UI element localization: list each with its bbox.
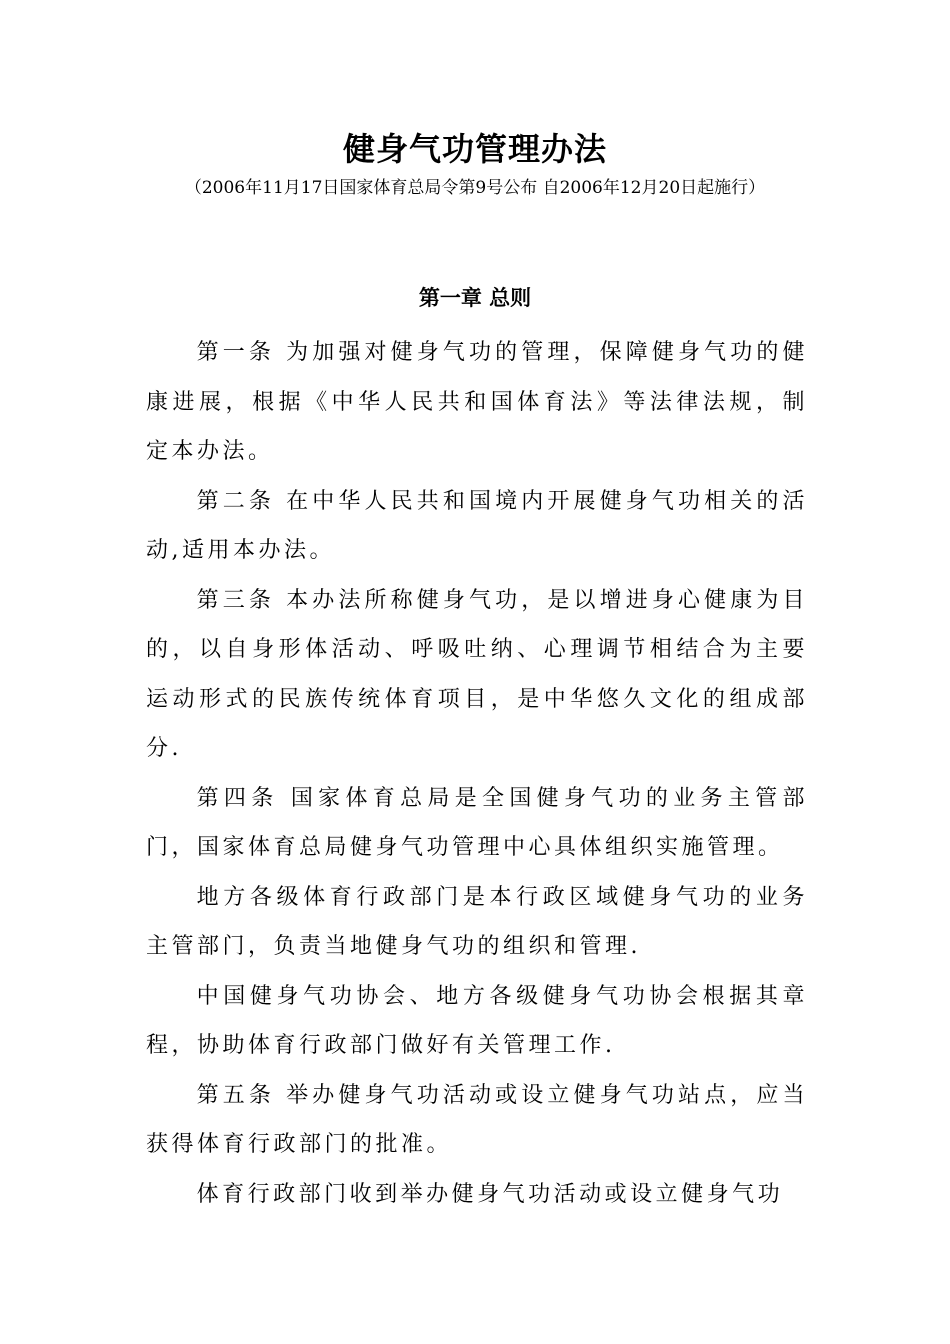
article-4-association-paragraph: 中国健身气功协会、地方各级健身气功协会根据其章程，协助体育行政部门做好有关管理工作. bbox=[146, 983, 808, 1058]
article-1-paragraph: 第一条 为加强对健身气功的管理，保障健身气功的健康进展，根据《中华人民共和国体育法》等法律法规，制定本办法。 bbox=[146, 340, 808, 464]
document-title: 健身气功管理办法 bbox=[342, 130, 607, 168]
article-2-paragraph: 第二条 在中华人民共和国境内开展健身气功相关的活动,适用本办法。 bbox=[146, 488, 808, 563]
document-body bbox=[146, 328, 808, 1219]
article-5-paragraph: 第五条 举办健身气功活动或设立健身气功站点，应当获得体育行政部门的批准。 bbox=[146, 1082, 808, 1157]
article-4-local-paragraph: 地方各级体育行政部门是本行政区域健身气功的业务主管部门，负责当地健身气功的组织和管理. bbox=[146, 884, 808, 959]
article-3-paragraph: 第三条 本办法所称健身气功，是以增进身心健康为目的，以自身形体活动、呼吸吐纳、心理调节相结合为主要运动形式的民族传统体育项目，是中华悠久文化的组成部分. bbox=[146, 587, 808, 761]
document-subtitle: （2006年11月17日国家体育总局令第9号公布 自2006年12月20日起施行） bbox=[184, 178, 766, 198]
article-5-continued-paragraph: 体育行政部门收到举办健身气功活动或设立健身气功 bbox=[196, 1181, 784, 1207]
article-4-paragraph: 第四条 国家体育总局是全国健身气功的业务主管部门，国家体育总局健身气功管理中心具体组织实施管理。 bbox=[146, 785, 808, 860]
chapter-heading: 第一章 总则 bbox=[418, 286, 532, 310]
